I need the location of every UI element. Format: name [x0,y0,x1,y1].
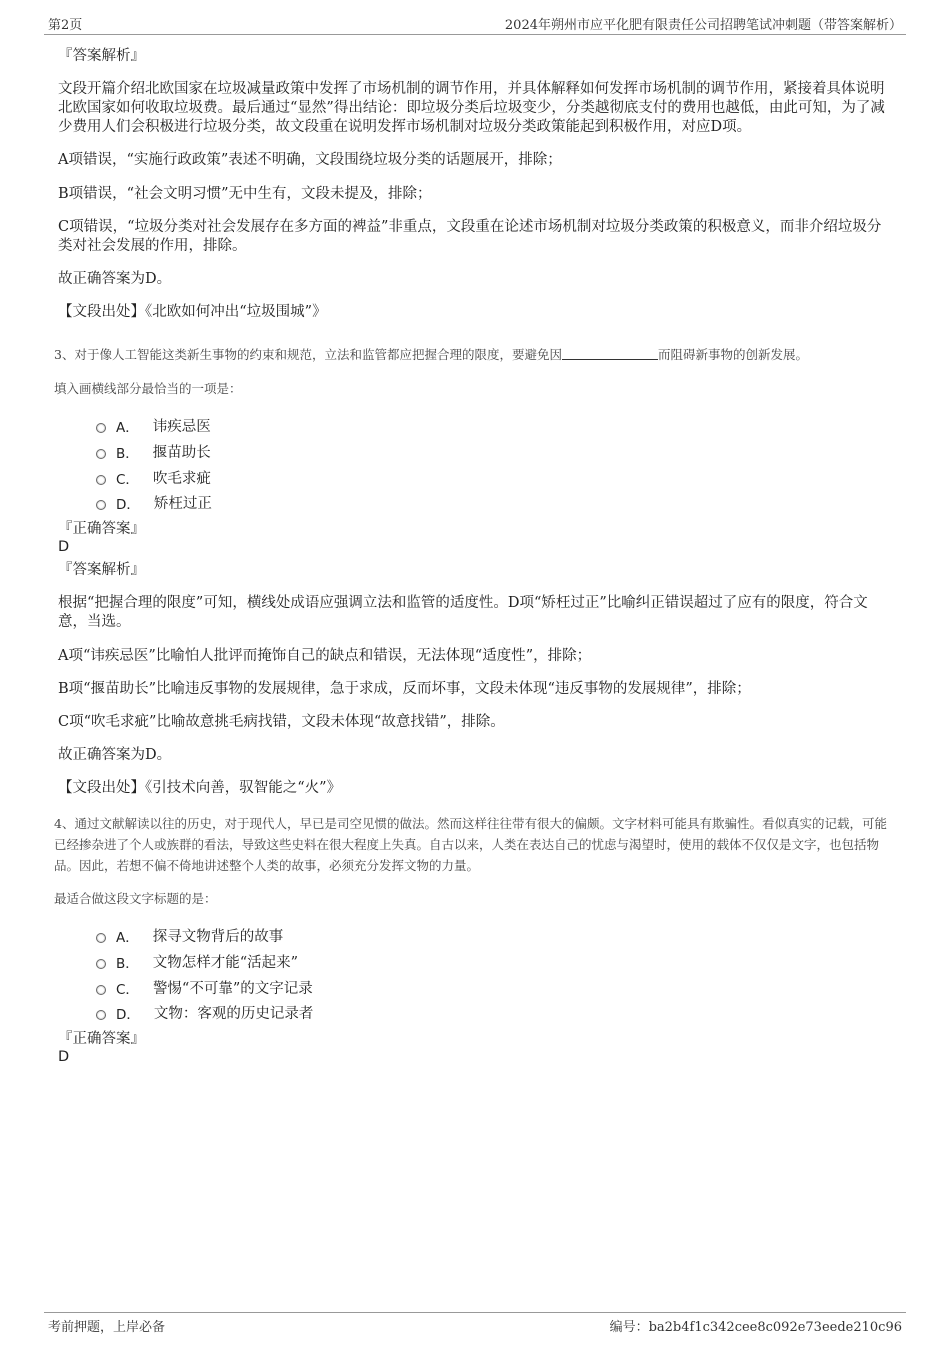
q2-option-a-analysis: A项错误，“实施行政政策”表述不明确，文段围绕垃圾分类的话题展开，排除； [58,152,562,168]
q4-correct-answer: D [58,1049,70,1065]
q3-correct-answer: D [58,539,70,555]
q3-option-d[interactable]: D． 矫枉过正 [96,492,212,513]
q3-conclusion: 故正确答案为D。 [58,747,172,763]
q3-analysis-label: 『答案解析』 [58,562,145,578]
q2-analysis-paragraph: 文段开篇介绍北欧国家在垃圾减量政策中发挥了市场机制的调节作用，并具体解释如何发挥市场机制的调节作用，紧接着具体说明北欧国家如何收取垃圾费。最后通过“显然”得出结论：即垃圾分类后垃圾变少，分类越彻底支付的费用也越低，由此可知，为了减少费用人们会积极进行垃圾分类，故文段重在说明发挥市场机制对垃圾分类政策能起到积极作用，对应D项。 [58,81,885,135]
q3-option-b-analysis: B项“揠苗助长”比喻违反事物的发展规律，急于求成，反而坏事，文段未体现“违反事物的发展规律”，排除； [58,681,751,697]
page-header [44,12,906,35]
radio-button[interactable] [96,985,106,995]
q2-source: 【文段出处】《北欧如何冲出“垃圾围城”》 [58,304,327,320]
q2-option-c-analysis: C项错误，“垃圾分类对社会发展存在多方面的裨益”非重点，文段重在论述市场机制对垃圾分类政策的积极意义，而非介绍垃圾分类对社会发展的作用，排除。 [58,219,882,254]
q3-prompt: 填入画横线部分最恰当的一项是： [54,381,242,396]
q4-stem: 4、通过文献解读以往的历史，对于现代人，早已是司空见惯的做法。然而这样往往带有很大的偏颇。文字材料可能具有欺骗性。看似真实的记载，可能已经掺杂进了个人或族群的看法，导致这些史料在很大程度上失真。自古以来，人类在表达自己的忧虑与渴望时，使用的载体不仅仅是文字，也包括物品。因此，若想不偏不倚地讲述整个人类的故事，必须充分发挥文物的力量。 [54,816,887,873]
q3-correct-label: 『正确答案』 [58,521,145,537]
q3-option-c-analysis: C项“吹毛求疵”比喻故意挑毛病找错，文段未体现“故意找错”，排除。 [58,714,505,730]
q2-conclusion: 故正确答案为D。 [58,271,172,287]
radio-button[interactable] [96,449,106,459]
radio-button[interactable] [96,423,106,433]
q3-analysis-paragraph: 根据“把握合理的限度”可知，横线处成语应强调立法和监管的适度性。D项“矫枉过正”比喻纠正错误超过了应有的限度，符合文意，当选。 [58,595,868,630]
q2-option-b-analysis: B项错误，“社会文明习惯”无中生有，文段未提及，排除； [58,186,432,202]
q3-option-a[interactable]: A． 讳疾忌医 [96,415,211,436]
footer-slogan: 考前押题，上岸必备 [48,1320,166,1335]
q3-stem: 3、对于像人工智能这类新生事物的约束和规范，立法和监管都应把握合理的限度，要避免因 而阻碍新事物的创新发展。 [54,347,808,362]
q3-option-c[interactable]: C． 吹毛求疵 [96,467,211,488]
q3-option-b[interactable]: B． 揠苗助长 [96,441,211,462]
q4-option-c[interactable]: C． 警惕“不可靠”的文字记录 [96,977,313,998]
document-id: 编号：ba2b4f1c342cee8c092e73eede210c96 [609,1320,902,1335]
radio-button[interactable] [96,475,106,485]
q4-correct-label: 『正确答案』 [58,1031,145,1047]
document-title: 2024年朔州市应平化肥有限责任公司招聘笔试冲刺题（带答案解析） [504,18,902,33]
q4-option-a[interactable]: A． 探寻文物背后的故事 [96,925,283,946]
q4-option-d[interactable]: D． 文物：客观的历史记录者 [96,1002,313,1023]
q3-option-a-analysis: A项“讳疾忌医”比喻怕人批评而掩饰自己的缺点和错误，无法体现“适度性”，排除； [58,648,592,664]
radio-button[interactable] [96,933,106,943]
q4-prompt: 最适合做这段文字标题的是： [54,891,217,906]
page-number: 第2页 [48,18,83,33]
radio-button[interactable] [96,959,106,969]
page-footer [44,1312,906,1335]
radio-button[interactable] [96,500,106,510]
radio-button[interactable] [96,1010,106,1020]
q2-analysis-label: 『答案解析』 [58,48,145,64]
fill-blank [562,347,658,360]
q3-source: 【文段出处】《引技术向善，驭智能之“火”》 [58,780,342,796]
q4-option-b[interactable]: B． 文物怎样才能“活起来” [96,951,298,972]
